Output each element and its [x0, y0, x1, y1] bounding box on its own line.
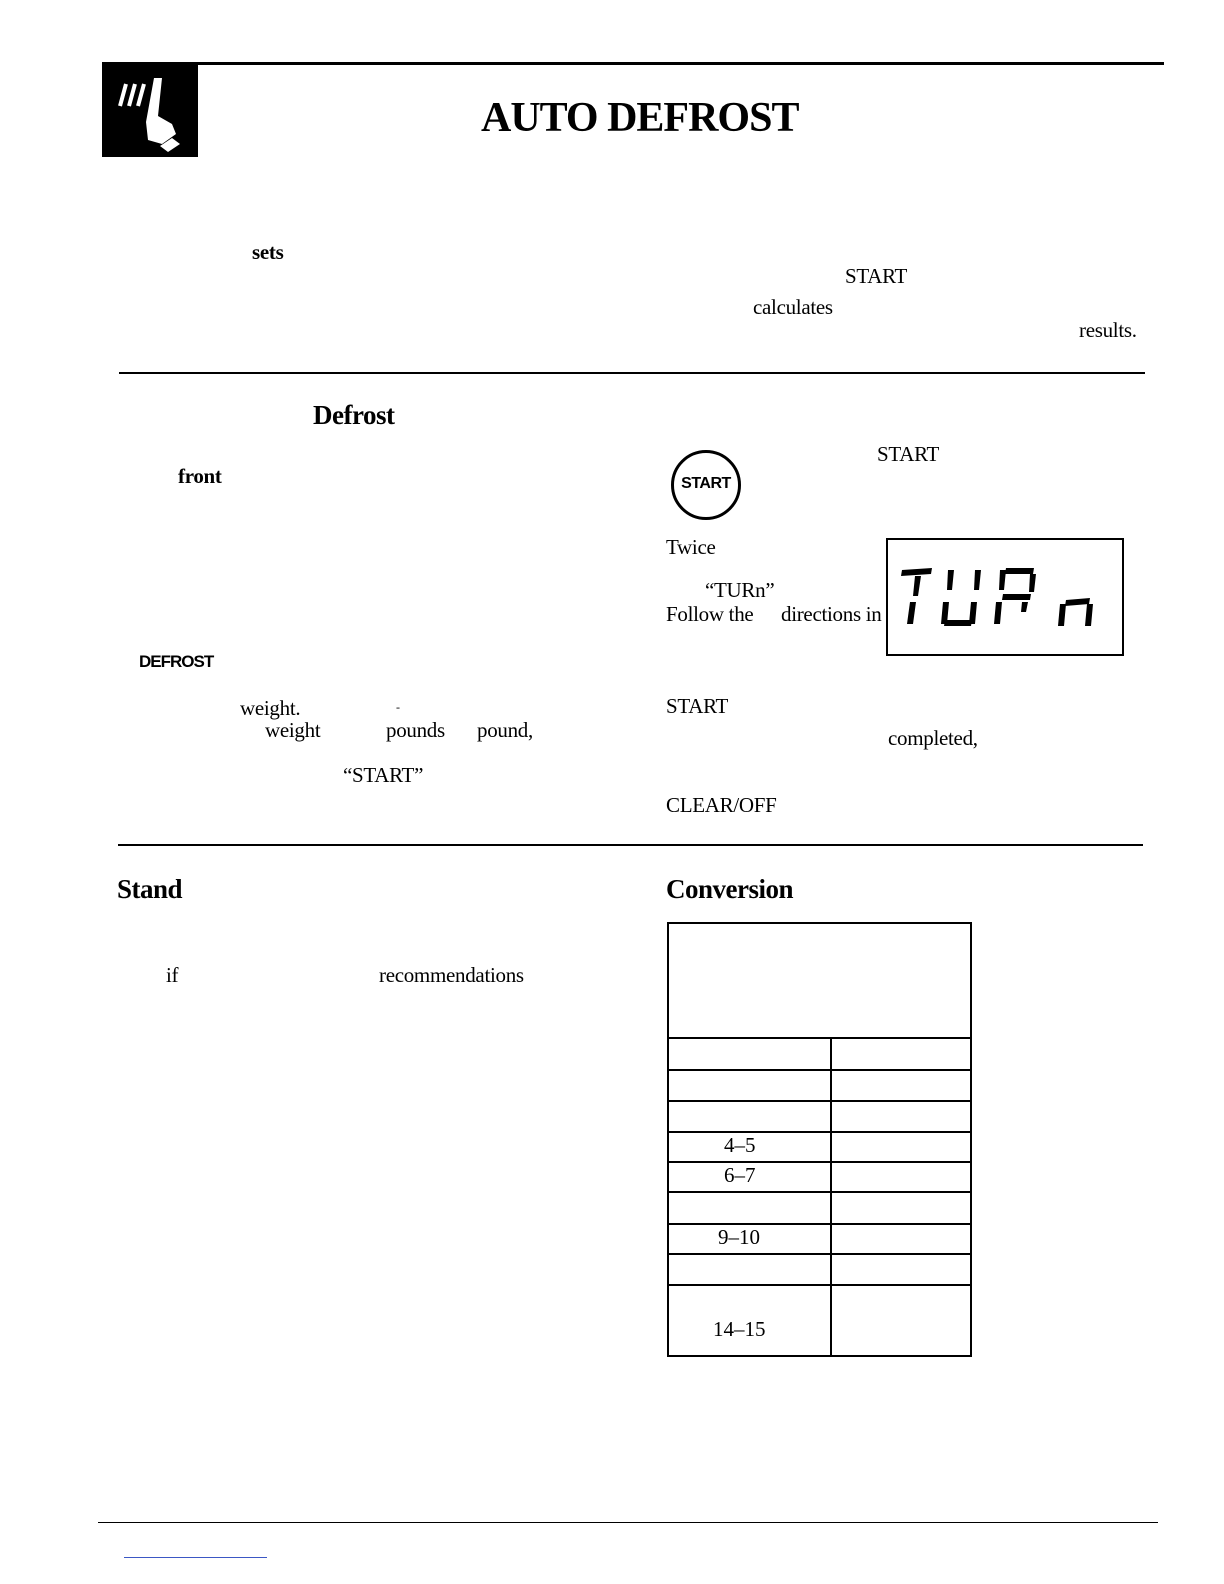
footer-link-underline	[124, 1557, 267, 1558]
defrost-key-label: DEFROST	[139, 652, 214, 671]
stand-heading: Stand	[117, 874, 183, 904]
table-rule	[669, 1284, 972, 1286]
weight-dot-word: weight.	[240, 696, 301, 720]
display-panel	[886, 538, 1124, 656]
table-rule	[669, 1131, 972, 1133]
section-divider-2	[118, 844, 1143, 846]
weight-word: weight	[265, 718, 321, 742]
hand-pressing-icon	[102, 62, 198, 157]
clear-off-word: CLEAR/OFF	[666, 793, 777, 817]
footer-rule	[98, 1522, 1158, 1523]
table-cell: 4–5	[724, 1133, 756, 1157]
table-cell: 14–15	[713, 1317, 766, 1341]
completed-word: completed,	[888, 726, 978, 750]
conversion-table	[667, 922, 972, 1357]
front-word: front	[178, 464, 222, 488]
table-cell: 6–7	[724, 1163, 756, 1187]
top-rule	[102, 62, 1164, 65]
if-word: if	[166, 963, 179, 987]
table-rule	[669, 1100, 972, 1102]
intro-start: START	[845, 264, 908, 288]
follow-the: Follow the	[666, 602, 754, 626]
directions-in: directions in	[781, 602, 882, 626]
start-quoted: “START”	[343, 763, 424, 787]
intro-results: results.	[1079, 318, 1137, 342]
table-rule	[669, 1037, 972, 1039]
defrost-heading: Defrost	[313, 400, 395, 430]
twice-word: Twice	[666, 535, 716, 559]
dash-mark: -	[396, 700, 400, 714]
table-cell: 9–10	[718, 1225, 760, 1249]
conversion-heading: Conversion	[666, 874, 794, 904]
pound-word: pound,	[477, 718, 533, 742]
table-rule	[669, 1253, 972, 1255]
turn-quoted: “TURn”	[705, 578, 775, 602]
table-rule	[669, 1161, 972, 1163]
recommendations-word: recommendations	[379, 963, 524, 987]
page-title: AUTO DEFROST	[481, 95, 799, 141]
table-rule	[669, 1191, 972, 1193]
section-divider-1	[119, 372, 1145, 374]
pounds-word: pounds	[386, 718, 445, 742]
display-readout	[888, 540, 1122, 654]
start-button-icon: START	[671, 450, 741, 520]
table-rule	[669, 1069, 972, 1071]
intro-sets: sets	[252, 240, 284, 264]
start-word-2: START	[666, 694, 729, 718]
intro-calculates: calculates	[753, 295, 833, 319]
table-rule	[669, 1223, 972, 1225]
table-column-rule	[830, 1037, 832, 1355]
start-label: START	[877, 442, 940, 466]
